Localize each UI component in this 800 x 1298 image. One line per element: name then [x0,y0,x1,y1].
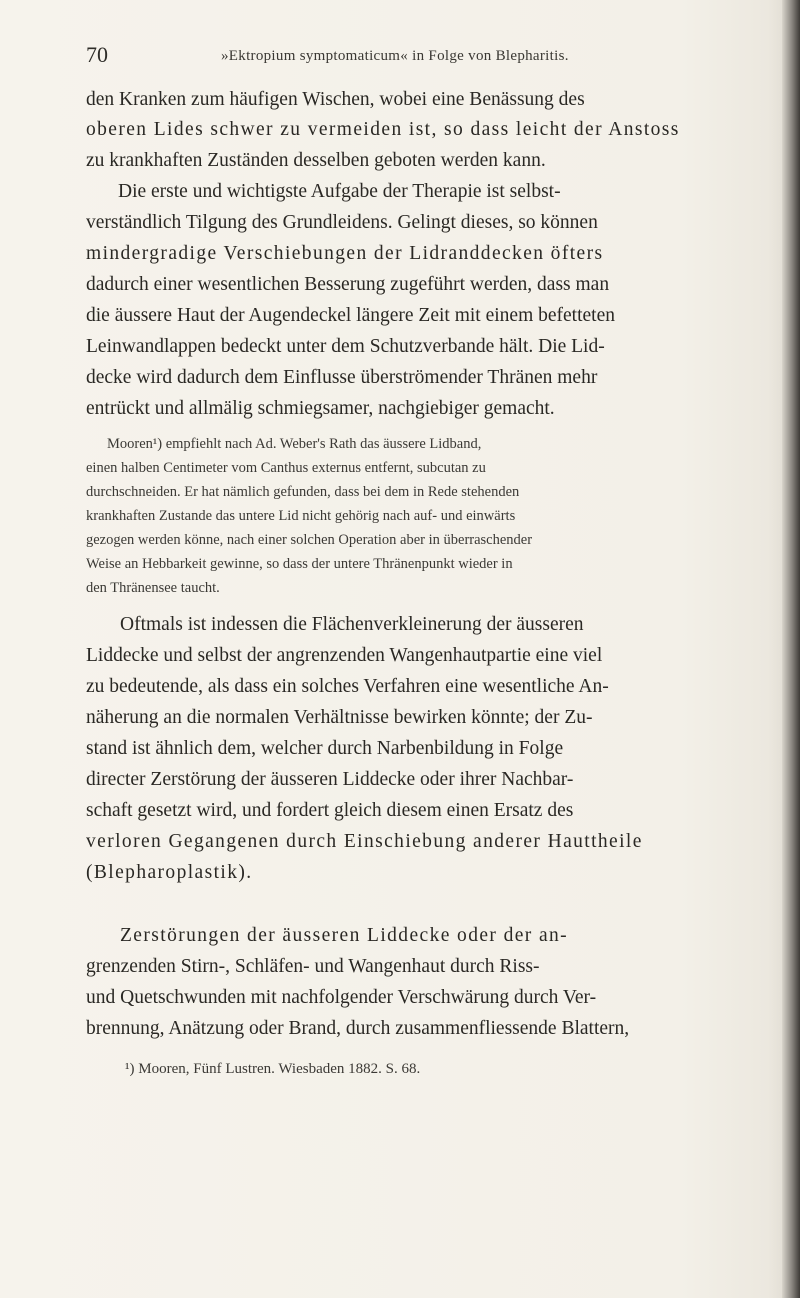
text-line: zu bedeutende, als dass ein solches Verfahren eine wesentliche An- [86,676,609,697]
section-text-line: und Quetschwunden mit nachfolgender Verschwärung durch Ver- [86,987,597,1008]
text-line: Leinwandlappen bedeckt unter dem Schutzverbande hält. Die Lid- [86,336,605,357]
text-line: näherung an die normalen Verhältnisse bewirken könnte; der Zu- [86,707,593,728]
text-line: dadurch einer wesentlichen Besserung zugeführt werden, dass man [86,274,610,295]
small-text-line: Weise an Hebbarkeit gewinne, so dass der untere Thränenpunkt wieder in [86,556,513,572]
running-head: »Ektropium symptomaticum« in Folge von Blepharitis. [221,48,569,64]
text-line: verloren Gegangenen durch Einschiebung anderer Hauttheile [86,831,643,852]
text-line: den Kranken zum häufigen Wischen, wobei eine Benässung des [86,89,585,110]
footnote: ¹) Mooren, Fünf Lustren. Wiesbaden 1882. S. 68. [125,1061,421,1077]
text-line: Oftmals ist indessen die Flächenverkleinerung der äusseren [120,614,584,635]
section-text-line: Zerstörungen der äusseren Liddecke oder der an- [120,925,569,946]
text-line: Liddecke und selbst der angrenzenden Wangenhautpartie eine viel [86,645,603,666]
text-line: zu krankhaften Zuständen desselben geboten werden kann. [86,150,546,171]
text-line: directer Zerstörung der äusseren Liddecke oder ihrer Nachbar- [86,769,574,790]
small-text-line: krankhaften Zustande das untere Lid nicht gehörig nach auf- und einwärts [86,508,516,524]
small-text-line: durchschneiden. Er hat nämlich gefunden, dass bei dem in Rede stehenden [86,484,520,500]
text-line: verständlich Tilgung des Grundleidens. Gelingt dieses, so können [86,212,598,233]
text-line: Die erste und wichtigste Aufgabe der Therapie ist selbst- [118,181,561,202]
small-text-line: gezogen werden könne, nach einer solchen Operation aber in überraschender [86,532,533,548]
page-header [86,42,766,70]
text-line: mindergradige Verschiebungen der Lidranddecken öfters [86,243,604,264]
text-line: schaft gesetzt wird, und fordert gleich diesem einen Ersatz des [86,800,574,821]
text-line: die äussere Haut der Augendeckel längere Zeit mit einem befetteten [86,305,615,326]
text-line: stand ist ähnlich dem, welcher durch Narbenbildung in Folge [86,738,564,759]
text-line: oberen Lides schwer zu vermeiden ist, so dass leicht der Anstoss [86,119,680,140]
text-line: entrückt und allmälig schmiegsamer, nachgiebiger gemacht. [86,398,555,419]
small-text-line: Mooren¹) empfiehlt nach Ad. Weber's Rath das äussere Lidband, [107,436,482,452]
section-text-line: grenzenden Stirn-, Schläfen- und Wangenhaut durch Riss- [86,956,540,977]
section-text-line: brennung, Anätzung oder Brand, durch zusammenfliessende Blattern, [86,1018,630,1039]
text-line: (Blepharoplastik). [86,862,253,883]
small-text-line: einen halben Centimeter vom Canthus externus entfernt, subcutan zu [86,460,486,476]
scan-edge-shadow [782,0,800,1298]
page-number: 70 [86,42,108,67]
small-text-line: den Thränensee taucht. [86,580,220,596]
text-line: decke wird dadurch dem Einflusse überströmender Thränen mehr [86,367,598,388]
